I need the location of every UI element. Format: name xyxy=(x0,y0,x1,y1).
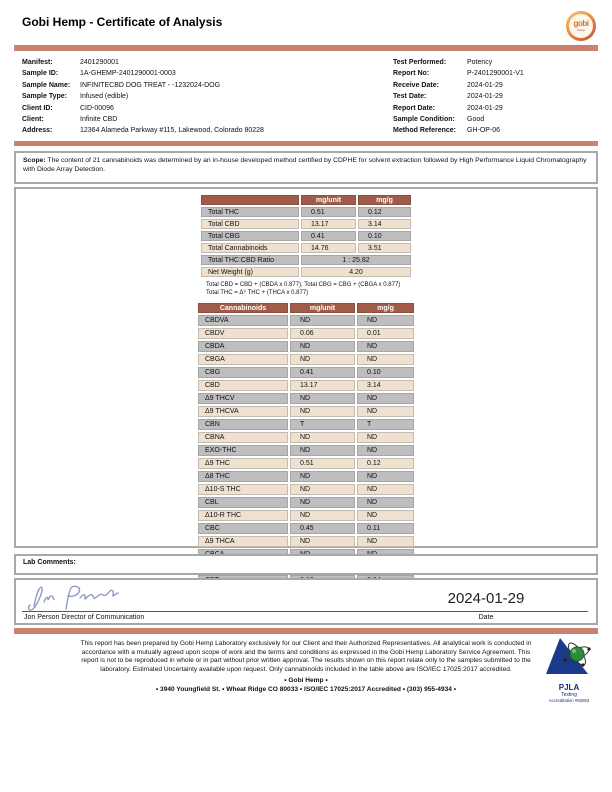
accent-bar-info-divider xyxy=(14,141,598,146)
info-right-value: GH-OP-06 xyxy=(467,127,501,135)
accent-bar-top xyxy=(14,45,598,51)
info-right-label: Report No: xyxy=(393,70,430,78)
scope-text: The content of 21 cannabinoids was determined by an in-house developed method certified by CDPHE for solvent extraction followed by High Performance Liquid Chromatography with Diode Array Detection. xyxy=(23,157,587,173)
pjla-accreditation-logo xyxy=(541,636,597,703)
cannabinoid-table xyxy=(196,301,416,588)
summary-row xyxy=(201,219,411,229)
info-right-row xyxy=(393,125,598,136)
signature-icon xyxy=(24,582,144,612)
summary-table-header-row xyxy=(201,195,411,205)
info-left-value: CID-00096 xyxy=(80,104,114,112)
info-left-row xyxy=(22,91,352,102)
cannabinoid-name: Δ10-R THC xyxy=(198,510,288,521)
cannabinoid-name: Δ10-S THC xyxy=(198,484,288,495)
info-left-value: 2401290001 xyxy=(80,59,119,66)
pjla-accreditation-number: Accreditation #93053 xyxy=(548,698,590,703)
cannabinoid-value: 0.41 xyxy=(290,367,355,378)
summary-footnotes xyxy=(206,281,406,297)
summary-table xyxy=(199,193,413,279)
info-right-value: P-2401290001-V1 xyxy=(467,70,524,78)
cannabinoid-value: ND xyxy=(290,354,355,365)
info-left-label: Sample Name: xyxy=(22,81,71,89)
summary-row xyxy=(201,255,411,265)
summary-row xyxy=(201,267,411,277)
cannabinoid-name: Δ9 THCVA xyxy=(198,406,288,417)
summary-footnote-1: Total CBD = CBD + (CBDA x 0.877); Total CBG = CBG + (CBGA x 0.877) xyxy=(206,282,401,288)
lab-comments-label: Lab Comments: xyxy=(23,559,76,566)
info-right-label: Receive Date: xyxy=(393,81,439,89)
info-left-label: Sample ID: xyxy=(22,70,59,78)
cannabinoid-row xyxy=(198,458,414,469)
summary-row-value: 14.76 xyxy=(301,243,356,253)
info-left-row xyxy=(22,125,352,136)
summary-row xyxy=(201,207,411,217)
info-left-value: Infused (edible) xyxy=(80,93,129,101)
cannabinoid-value: ND xyxy=(290,315,355,326)
cannabinoid-row xyxy=(198,406,414,417)
info-left-label: Sample Type: xyxy=(22,93,67,101)
cannabinoid-value: 3.14 xyxy=(357,380,414,391)
summary-row-label: Total THC xyxy=(201,207,299,217)
cannabinoid-value: ND xyxy=(290,393,355,404)
info-left-row xyxy=(22,68,352,79)
info-right-label: Method Reference: xyxy=(393,127,457,135)
pjla-logo-icon xyxy=(544,636,594,678)
cannabinoid-value: ND xyxy=(357,471,414,482)
cannabinoid-value: 0.10 xyxy=(357,367,414,378)
cannabinoid-value: ND xyxy=(290,406,355,417)
info-left-label: Manifest: xyxy=(22,59,53,66)
info-right-value: Good xyxy=(467,116,485,124)
date-label: Date xyxy=(478,614,494,621)
summary-row-label: Total CBD xyxy=(201,219,299,229)
info-right-value: 2024-01-29 xyxy=(467,93,503,101)
gobi-logo-inner xyxy=(569,14,593,38)
cannabinoid-value: ND xyxy=(357,484,414,495)
pjla-name: PJLA xyxy=(558,683,580,692)
summary-row-value: 3.14 xyxy=(358,219,411,229)
cannabinoid-value: ND xyxy=(357,393,414,404)
info-right-row xyxy=(393,68,598,79)
summary-row-label: Net Weight (g) xyxy=(201,267,299,277)
cannabinoid-value: ND xyxy=(357,536,414,547)
cannabinoid-row xyxy=(198,328,414,339)
info-left-label: Client: xyxy=(22,116,44,124)
cannabinoid-row xyxy=(198,419,414,430)
cannabinoid-name: CBD xyxy=(198,380,288,391)
cannabinoid-name: CBDV xyxy=(198,328,288,339)
footer xyxy=(76,640,536,695)
signature-box xyxy=(14,578,598,625)
column-header xyxy=(201,195,299,205)
cannabinoid-name: CBC xyxy=(198,523,288,534)
gobi-hemp-logo-icon xyxy=(566,11,596,41)
footer-disclaimer: This report has been prepared by Gobi Hemp Laboratory exclusively for our Client and their Authorized Representatives. All analytical work is conducted in accordance with a mutually agreed upon scope of work and the terms and conditions as expressed in the Gobi Hemp Laboratory Service Agreement. This report is not to be reproduced in whole or in part without prior written approval. The results shown on this report relate only to the samples submitted to the laboratory. Estimated Uncertainty available upon request. Only cannabinoids included in the table above are ISO/IEC 17025:2017 accredited. xyxy=(80,640,532,673)
column-header: mg/unit xyxy=(290,303,355,313)
info-left-value: INFINITECBD DOG TREAT - -1232024-DOG xyxy=(80,81,221,89)
summary-row-value: 13.17 xyxy=(301,219,356,229)
scope-label: Scope: xyxy=(23,157,46,164)
cannabinoid-table-header-row xyxy=(198,303,414,313)
cannabinoid-value: T xyxy=(357,419,414,430)
cannabinoid-value: ND xyxy=(290,432,355,443)
cannabinoid-value: ND xyxy=(290,536,355,547)
cannabinoid-row xyxy=(198,510,414,521)
info-right-row xyxy=(393,57,598,68)
info-left-value: 12364 Alameda Parkway #115, Lakewood, Colorado 80228 xyxy=(80,127,264,135)
cannabinoid-name: CBDA xyxy=(198,341,288,352)
cannabinoid-name: EXO-THC xyxy=(198,445,288,456)
lab-comments-box xyxy=(14,554,598,575)
info-left-row xyxy=(22,57,352,68)
info-left-row xyxy=(22,103,352,114)
cannabinoid-row xyxy=(198,354,414,365)
cannabinoid-value: ND xyxy=(357,497,414,508)
cannabinoid-value: ND xyxy=(290,484,355,495)
summary-row-label: Total THC:CBD Ratio xyxy=(201,255,299,265)
info-right-label: Sample Condition: xyxy=(393,116,455,124)
footer-address-line: • 3940 Youngfield St. • Wheat Ridge CO 80033 • ISO/IEC 17025:2017 Accredited • (303) 955-4934 • xyxy=(155,685,457,693)
cannabinoid-row xyxy=(198,484,414,495)
summary-row-value: 3.51 xyxy=(358,243,411,253)
pjla-sub: Testing xyxy=(561,692,577,698)
cannabinoid-value: ND xyxy=(357,432,414,443)
cannabinoid-name: Δ8 THC xyxy=(198,471,288,482)
cannabinoid-row xyxy=(198,523,414,534)
summary-row-value: 4.20 xyxy=(301,267,411,277)
summary-row xyxy=(201,243,411,253)
info-right-label: Test Date: xyxy=(393,93,427,101)
cannabinoid-value: ND xyxy=(290,445,355,456)
cannabinoid-value: 0.11 xyxy=(357,523,414,534)
info-left-value: 1A-GHEMP-2401290001-0003 xyxy=(80,70,176,78)
signature-date: 2024-01-29 xyxy=(447,590,525,607)
column-header: Cannabinoids xyxy=(198,303,288,313)
summary-row-value: 0.10 xyxy=(358,231,411,241)
cannabinoid-value: ND xyxy=(357,354,414,365)
info-right-row xyxy=(393,80,598,91)
cannabinoid-value: 13.17 xyxy=(290,380,355,391)
cannabinoid-value: 0.12 xyxy=(357,458,414,469)
cannabinoid-row xyxy=(198,445,414,456)
info-right-label: Test Performed: xyxy=(393,59,447,66)
footer-company-line: • Gobi Hemp • xyxy=(284,677,328,685)
summary-row-value: 1 : 25.82 xyxy=(301,255,411,265)
signature-line xyxy=(22,611,588,612)
cannabinoid-value: ND xyxy=(290,341,355,352)
cannabinoid-name: CBG xyxy=(198,367,288,378)
info-right-value: Potency xyxy=(467,59,493,66)
cannabinoid-row xyxy=(198,393,414,404)
cannabinoid-value: ND xyxy=(357,510,414,521)
cannabinoid-name: CBNA xyxy=(198,432,288,443)
cannabinoid-row xyxy=(198,367,414,378)
info-right-row xyxy=(393,103,598,114)
cannabinoid-row xyxy=(198,497,414,508)
cannabinoid-value: ND xyxy=(290,497,355,508)
cannabinoid-value: 0.06 xyxy=(290,328,355,339)
cannabinoid-value: ND xyxy=(357,406,414,417)
info-right-row xyxy=(393,114,598,125)
cannabinoid-value: ND xyxy=(290,510,355,521)
cannabinoid-name: Δ9 THCV xyxy=(198,393,288,404)
column-header: mg/g xyxy=(357,303,414,313)
cannabinoid-value: T xyxy=(290,419,355,430)
summary-row-value: 0.12 xyxy=(358,207,411,217)
cannabinoid-value: ND xyxy=(357,315,414,326)
sample-info-left xyxy=(22,57,352,137)
sample-info-right xyxy=(393,57,598,137)
info-left-value: Infinite CBD xyxy=(80,116,118,124)
scope-box xyxy=(14,151,598,184)
summary-row-value: 0.41 xyxy=(301,231,356,241)
summary-row-label: Total CBG xyxy=(201,231,299,241)
cannabinoid-value: 0.45 xyxy=(290,523,355,534)
cannabinoid-name: CBDVA xyxy=(198,315,288,326)
cannabinoid-row xyxy=(198,380,414,391)
info-right-value: 2024-01-29 xyxy=(467,104,503,112)
gobi-logo-text: gobi xyxy=(573,19,589,28)
summary-row-label: Total Cannabinoids xyxy=(201,243,299,253)
summary-footnote-2: Total THC = Δ⁹ THC + (THCA x 0.877) xyxy=(206,290,309,296)
info-right-label: Report Date: xyxy=(393,104,436,112)
info-left-row xyxy=(22,114,352,125)
cannabinoid-row xyxy=(198,536,414,547)
summary-row-value: 0.51 xyxy=(301,207,356,217)
cannabinoid-row xyxy=(198,471,414,482)
cannabinoid-value: ND xyxy=(290,471,355,482)
page-title: Gobi Hemp - Certificate of Analysis xyxy=(22,15,223,29)
info-left-label: Client ID: xyxy=(22,104,53,112)
cannabinoid-value: 0.01 xyxy=(357,328,414,339)
cannabinoid-row xyxy=(198,315,414,326)
info-left-row xyxy=(22,80,352,91)
cannabinoid-row xyxy=(198,432,414,443)
signatory-name-title: Jon Person Director of Communication xyxy=(24,614,145,621)
gobi-logo-subtext: hemp xyxy=(577,28,585,32)
cannabinoid-value: 0.51 xyxy=(290,458,355,469)
results-box xyxy=(14,187,598,548)
column-header: mg/unit xyxy=(301,195,356,205)
cannabinoid-name: CBN xyxy=(198,419,288,430)
column-header: mg/g xyxy=(358,195,411,205)
cannabinoid-name: Δ9 THC xyxy=(198,458,288,469)
cannabinoid-row xyxy=(198,341,414,352)
cannabinoid-value: ND xyxy=(357,445,414,456)
accent-bar-bottom xyxy=(14,628,598,634)
info-right-row xyxy=(393,91,598,102)
info-left-label: Address: xyxy=(22,127,53,135)
cannabinoid-name: Δ9 THCA xyxy=(198,536,288,547)
cannabinoid-value: ND xyxy=(357,341,414,352)
cannabinoid-name: CBGA xyxy=(198,354,288,365)
summary-row xyxy=(201,231,411,241)
info-right-value: 2024-01-29 xyxy=(467,81,503,89)
cannabinoid-name: CBL xyxy=(198,497,288,508)
